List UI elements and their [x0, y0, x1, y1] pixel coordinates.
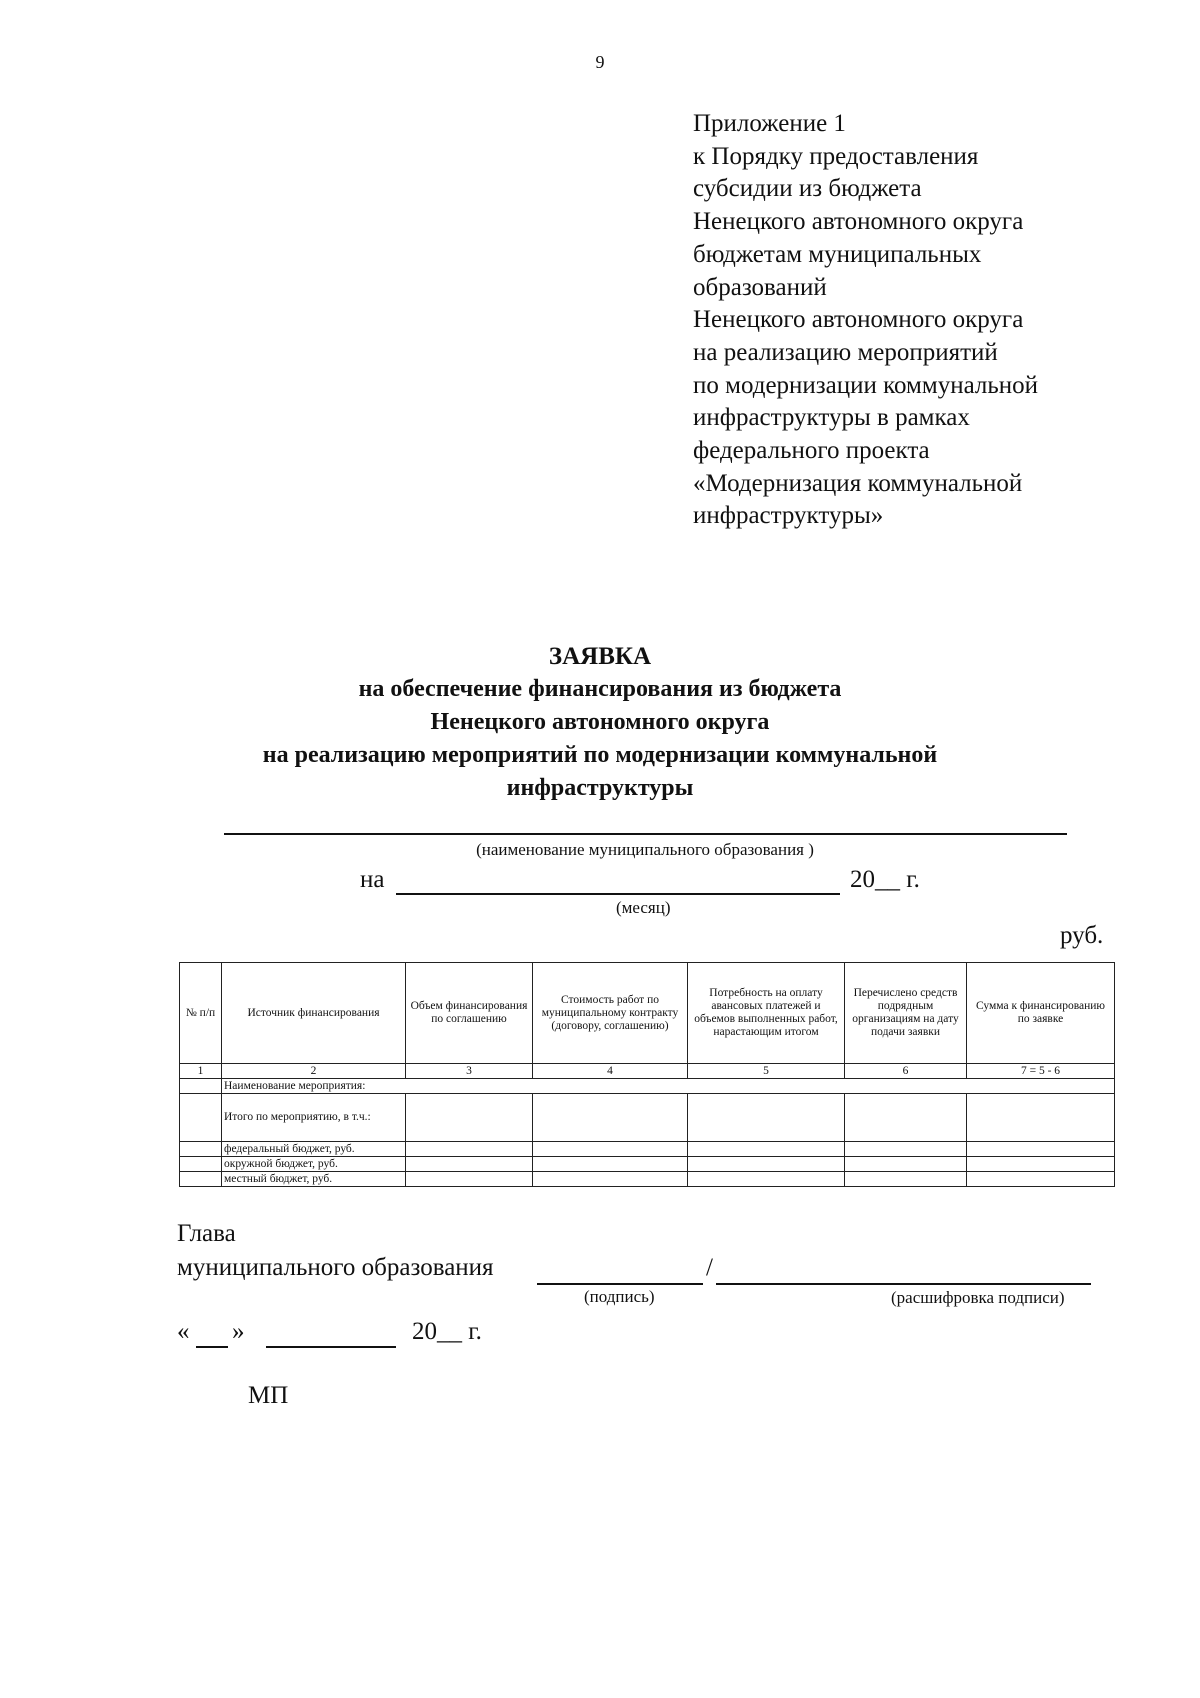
municipality-blank-line[interactable]: [224, 833, 1067, 835]
appendix-line: образований: [693, 273, 827, 301]
date-month-blank[interactable]: [266, 1346, 396, 1348]
appendix-line: субсидии из бюджета: [693, 175, 922, 203]
table-cell[interactable]: [180, 1079, 222, 1094]
document-title: [0, 640, 1200, 805]
table-cell[interactable]: [845, 1094, 967, 1142]
table-row: [180, 1094, 1115, 1142]
table-cell[interactable]: [967, 1094, 1115, 1142]
title-line: инфраструктуры: [506, 775, 694, 801]
title-main: ЗАЯВКА: [548, 643, 652, 670]
date-close-quote: »: [232, 1318, 245, 1345]
table-cell[interactable]: [688, 1172, 845, 1187]
month-blank-line[interactable]: [396, 893, 840, 895]
appendix-line: Приложение 1: [693, 110, 846, 137]
period-year: 20__ г.: [850, 866, 920, 893]
event-name-row: [180, 1079, 1115, 1094]
appendix-line: на реализацию мероприятий: [693, 338, 998, 366]
appendix-line: федерального проекта: [693, 437, 930, 465]
appendix-line: к Порядку предоставления: [693, 142, 979, 170]
appendix-line: бюджетам муниципальных: [693, 240, 982, 268]
table-cell[interactable]: [688, 1094, 845, 1142]
table-cell[interactable]: [180, 1172, 222, 1187]
appendix-line: Ненецкого автономного округа: [693, 306, 1024, 334]
date-open-quote: «: [177, 1318, 190, 1345]
table-row: [180, 1157, 1115, 1172]
column-number-row: [180, 1064, 1115, 1079]
table-cell[interactable]: [967, 1142, 1115, 1157]
table-cell[interactable]: [406, 1094, 533, 1142]
appendix-line: «Модернизация коммунальной: [693, 469, 1023, 497]
signature-decode-blank-line[interactable]: [716, 1283, 1091, 1285]
month-caption: (месяц): [616, 898, 671, 917]
row-label: федеральный бюджет, руб.: [222, 1142, 406, 1157]
table-cell[interactable]: [180, 1142, 222, 1157]
column-header: Стоимость работ по муниципальному контракту (договору, соглашению): [533, 963, 688, 1064]
appendix-line: инфраструктуры в рамках: [693, 404, 970, 432]
appendix-line: инфраструктуры»: [693, 502, 884, 530]
table-cell[interactable]: [688, 1142, 845, 1157]
table-cell[interactable]: [688, 1157, 845, 1172]
table-cell[interactable]: [406, 1142, 533, 1157]
stamp-place-label: МП: [248, 1382, 289, 1409]
table-cell[interactable]: [533, 1142, 688, 1157]
event-name-label: Наименование мероприятия:: [222, 1079, 1115, 1094]
column-header: Сумма к финансированию по заявке: [967, 963, 1115, 1064]
table-cell[interactable]: [406, 1157, 533, 1172]
table-row: [180, 1142, 1115, 1157]
table-cell[interactable]: [180, 1157, 222, 1172]
signatory-title-line1: Глава: [177, 1220, 236, 1247]
signature-decode-caption: (расшифровка подписи): [891, 1288, 1065, 1307]
table-cell[interactable]: [533, 1157, 688, 1172]
title-line: на реализацию мероприятий по модернизации коммунальной: [262, 742, 938, 768]
appendix-header: [693, 108, 1038, 533]
table-cell[interactable]: [180, 1094, 222, 1142]
appendix-line: Ненецкого автономного округа: [693, 208, 1024, 236]
signatory-title-line2: муниципального образования: [177, 1254, 494, 1281]
column-header: Источник финансирования: [222, 963, 406, 1064]
column-number: 4: [533, 1064, 688, 1079]
table-row: [180, 1172, 1115, 1187]
signature-separator: /: [706, 1254, 713, 1281]
column-header: Перечислено средств подрядным организациям на дату подачи заявки: [845, 963, 967, 1064]
table-header-row: [180, 963, 1115, 1064]
column-number: 3: [406, 1064, 533, 1079]
table-cell[interactable]: [533, 1172, 688, 1187]
signature-caption: (подпись): [584, 1287, 655, 1306]
municipality-caption: (наименование муниципального образования ): [476, 840, 814, 859]
column-header: Потребность на оплату авансовых платежей и объемов выполненных работ, нарастающим итогом: [688, 963, 845, 1064]
column-number: 2: [222, 1064, 406, 1079]
row-label: окружной бюджет, руб.: [222, 1157, 406, 1172]
period-prefix: на: [360, 866, 385, 893]
column-number: 7 = 5 - 6: [967, 1064, 1115, 1079]
column-number: 6: [845, 1064, 967, 1079]
table-cell[interactable]: [533, 1094, 688, 1142]
table-cell[interactable]: [845, 1157, 967, 1172]
date-day-blank[interactable]: [196, 1346, 228, 1348]
page-number: 9: [595, 52, 605, 72]
column-number: 1: [180, 1064, 222, 1079]
currency-unit: руб.: [1060, 922, 1104, 949]
column-number: 5: [688, 1064, 845, 1079]
row-label: местный бюджет, руб.: [222, 1172, 406, 1187]
request-table: [179, 962, 1115, 1187]
table-cell[interactable]: [967, 1157, 1115, 1172]
table-cell[interactable]: [845, 1142, 967, 1157]
title-line: на обеспечение финансирования из бюджета: [358, 676, 842, 702]
table-cell[interactable]: [406, 1172, 533, 1187]
appendix-line: по модернизации коммунальной: [693, 371, 1039, 399]
column-header: № п/п: [180, 963, 222, 1064]
date-year: 20__ г.: [412, 1318, 482, 1345]
table-cell[interactable]: [967, 1172, 1115, 1187]
title-line: Ненецкого автономного округа: [430, 709, 770, 735]
table-cell[interactable]: [845, 1172, 967, 1187]
signature-blank-line[interactable]: [537, 1283, 703, 1285]
row-label: Итого по мероприятию, в т.ч.:: [222, 1094, 406, 1142]
column-header: Объем финансирования по соглашению: [406, 963, 533, 1064]
